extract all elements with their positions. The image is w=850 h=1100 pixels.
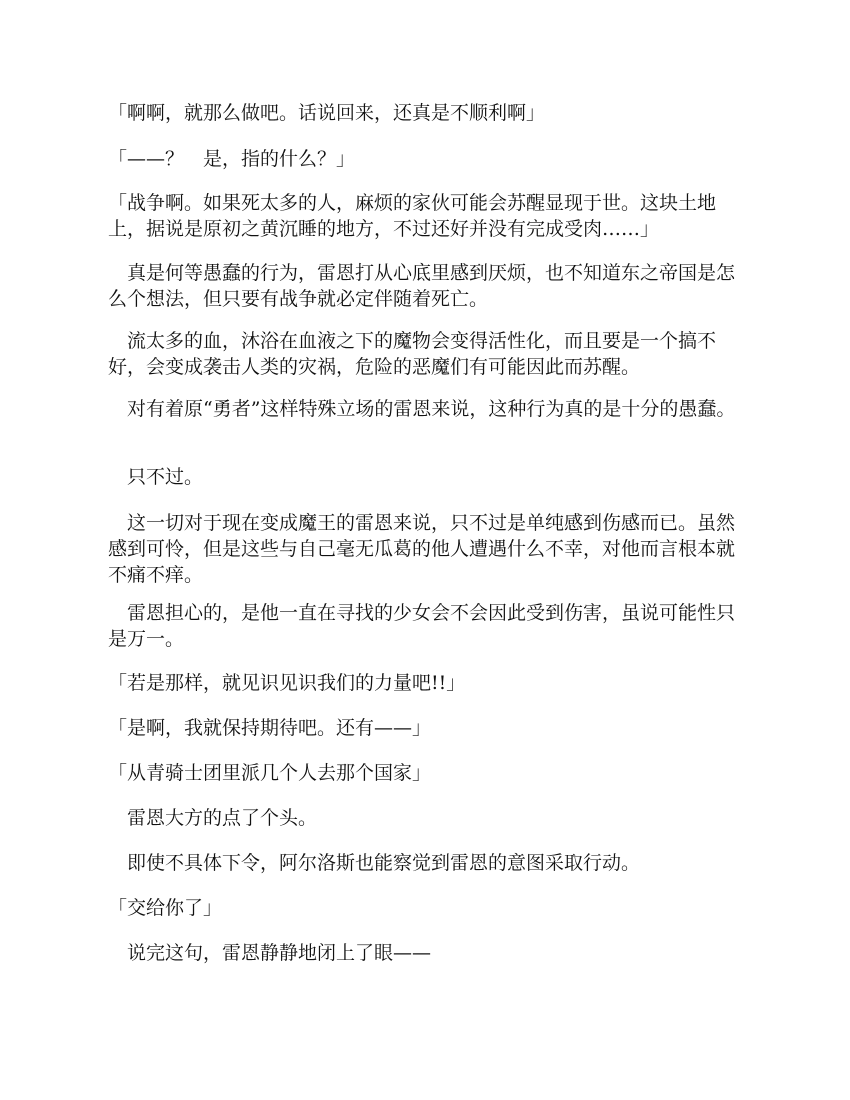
paragraph-14: 即使不具体下令，阿尔洛斯也能察觉到雷恩的意图采取行动。	[108, 852, 641, 874]
paragraph-9: 雷恩担心的，是他一直在寻找的少女会不会因此受到伤害，虽说可能性只是万一。	[108, 602, 736, 650]
paragraph-1: 「啊啊，就那么做吧。话说回来，还真是不顺利啊」	[108, 102, 546, 124]
paragraph-4: 真是何等愚蠢的行为，雷恩打从心底里感到厌烦，也不知道东之帝国是怎么个想法，但只要有战争就必定伴随着死亡。	[108, 262, 736, 310]
paragraph-12: 「从青骑士团里派几个人去那个国家」	[108, 762, 432, 784]
paragraph-6: 对有着原“勇者”这样特殊立场的雷恩来说，这种行为真的是十分的愚蠢。	[108, 398, 736, 420]
paragraph-5: 流太多的血，沐浴在血液之下的魔物会变得活性化，而且要是一个搞不好，会变成袭击人类的灾祸，危险的恶魔们有可能因此而苏醒。	[108, 330, 717, 378]
paragraph-16: 说完这句，雷恩静静地闭上了眼——	[108, 942, 432, 964]
paragraph-2: 「——？ 是，指的什么？」	[108, 148, 356, 170]
paragraph-8: 这一切对于现在变成魔王的雷恩来说，只不过是单纯感到伤感而已。虽然感到可怜，但是这些与自己毫无瓜葛的他人遭遇什么不幸，对他而言根本就不痛不痒。	[108, 512, 736, 586]
paragraph-11: 「是啊，我就保持期待吧。还有——」	[108, 717, 432, 739]
paragraph-10: 「若是那样，就见识见识我们的力量吧!!」	[108, 672, 466, 694]
paragraph-7: 只不过。	[108, 466, 204, 488]
paragraph-15: 「交给你了」	[108, 897, 223, 919]
paragraph-13: 雷恩大方的点了个头。	[108, 807, 318, 829]
paragraph-3: 「战争啊。如果死太多的人，麻烦的家伙可能会苏醒显现于世。这块土地上，据说是原初之黄沉睡的地方，不过还好并没有完成受肉……」	[108, 192, 717, 240]
